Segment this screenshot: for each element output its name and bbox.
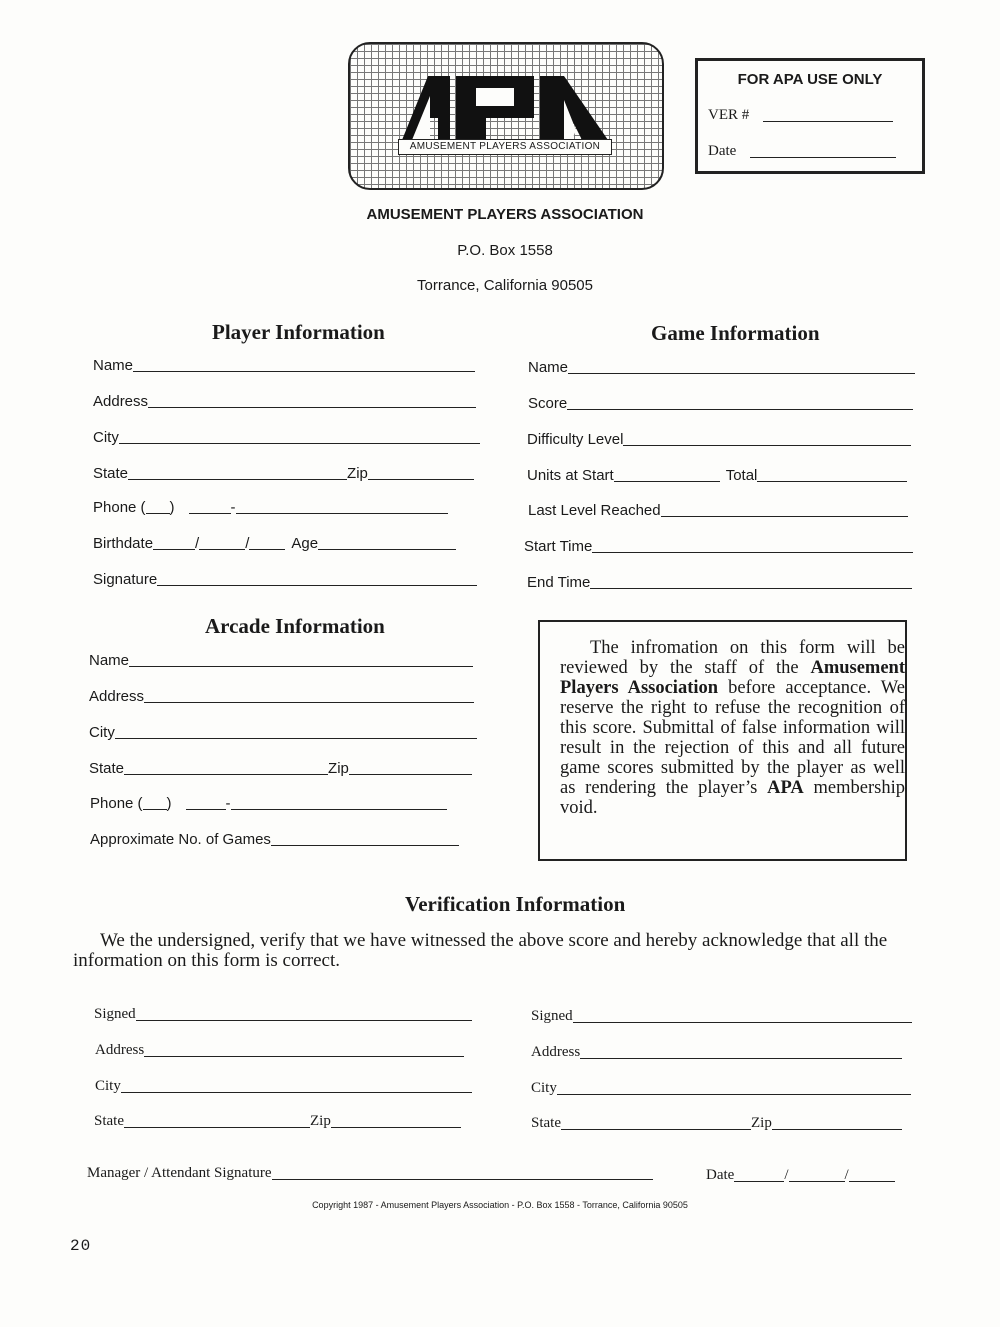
apa-use-only-box: [695, 58, 925, 174]
player-area-code-line[interactable]: [146, 512, 170, 514]
apa-logo: [348, 42, 664, 190]
game-end-time-line[interactable]: [590, 587, 912, 589]
verification-text: We the undersigned, verify that we have witnessed the above score and hereby acknowledge that all the information on this form is correct.: [73, 930, 888, 971]
logo-caption: AMUSEMENT PLAYERS ASSOCIATION: [398, 139, 612, 155]
witness2-state-label: State: [531, 1115, 561, 1131]
player-birthdate-field[interactable]: [93, 535, 456, 552]
player-address-line[interactable]: [148, 406, 476, 408]
arcade-state-line[interactable]: [124, 773, 328, 775]
witness1-zip-line[interactable]: [331, 1126, 461, 1128]
game-total-line[interactable]: [757, 480, 907, 482]
game-end-time-field[interactable]: [527, 574, 912, 591]
arcade-name-label: Name: [89, 652, 130, 669]
player-signature-field[interactable]: [93, 571, 477, 588]
manager-date-label: Date: [706, 1167, 735, 1183]
arcade-address-line[interactable]: [144, 701, 474, 703]
manager-date-field[interactable]: [706, 1167, 895, 1184]
manager-date-slash-2: /: [844, 1167, 849, 1183]
witness2-signed-label: Signed: [531, 1008, 573, 1024]
notice-text-1: The infromation on this form will be reviewed by the staff of the: [560, 638, 905, 678]
witness2-signed-line[interactable]: [573, 1021, 912, 1023]
game-difficulty-label: Difficulty Level: [527, 431, 624, 448]
page-number: 20: [70, 1237, 92, 1255]
player-name-label: Name: [93, 357, 134, 374]
game-start-time-line[interactable]: [592, 551, 913, 553]
witness1-address-field[interactable]: [95, 1042, 464, 1059]
player-city-line[interactable]: [119, 442, 480, 444]
arcade-city-label: City: [89, 724, 115, 741]
game-name-field[interactable]: [528, 359, 915, 376]
manager-date-day-line[interactable]: [789, 1180, 845, 1182]
manager-signature-line[interactable]: [272, 1178, 653, 1180]
verification-title: Verification Information: [405, 892, 626, 916]
copyright-text: Copyright 1987 - Amusement Players Association - P.O. Box 1558 - Torrance, California 90505: [312, 1200, 688, 1210]
arcade-city-field[interactable]: [89, 724, 477, 741]
game-info-title: Game Information: [651, 321, 820, 345]
game-name-label: Name: [528, 359, 569, 376]
notice-text-3: membership void.: [560, 778, 905, 818]
player-zip-line[interactable]: [368, 478, 474, 480]
game-last-level-label: Last Level Reached: [528, 502, 661, 519]
witness1-state-field[interactable]: [94, 1113, 461, 1130]
birth-month-line[interactable]: [153, 548, 195, 550]
apa-letters-graphic: [350, 44, 662, 188]
arcade-state-field[interactable]: [89, 760, 472, 777]
apa-use-title: FOR APA USE ONLY: [737, 71, 883, 88]
apa-date-label: Date: [708, 143, 737, 159]
player-state-line[interactable]: [128, 478, 347, 480]
witness1-state-line[interactable]: [124, 1126, 310, 1128]
player-phone-field[interactable]: [93, 499, 448, 516]
player-age-label: Age: [291, 535, 319, 552]
witness1-signed-line[interactable]: [136, 1019, 472, 1021]
game-difficulty-field[interactable]: [527, 431, 911, 448]
witness1-city-line[interactable]: [121, 1091, 472, 1093]
game-last-level-line[interactable]: [661, 515, 908, 517]
game-start-time-label: Start Time: [524, 538, 593, 555]
po-box: P.O. Box 1558: [457, 242, 553, 259]
player-name-line[interactable]: [133, 370, 475, 372]
witness1-address-line[interactable]: [144, 1055, 464, 1057]
game-units-field[interactable]: [527, 467, 907, 484]
player-signature-line[interactable]: [157, 584, 477, 586]
player-city-label: City: [93, 429, 119, 446]
player-info-title: Player Information: [212, 320, 385, 344]
player-signature-label: Signature: [93, 571, 158, 588]
arcade-phone-prefix-line[interactable]: [186, 808, 226, 810]
witness2-zip-label: Zip: [751, 1115, 772, 1131]
notice-text-2: before acceptance. We reserve the right to refuse the recognition of this score. Submittal of false information will result in the rejection of this and all future game scores submitted by the player as well as rendering the player’s: [560, 678, 905, 798]
manager-signature-field[interactable]: [87, 1165, 653, 1182]
player-address-field[interactable]: [93, 393, 476, 410]
arcade-phone-dash: -: [225, 795, 231, 812]
witness2-state-field[interactable]: [531, 1115, 902, 1132]
witness2-address-line[interactable]: [580, 1057, 902, 1059]
arcade-name-field[interactable]: [89, 652, 473, 669]
witness2-city-line[interactable]: [557, 1093, 911, 1095]
game-units-label: Units at Start: [527, 467, 614, 484]
ver-label: VER #: [708, 107, 750, 123]
witness1-signed-label: Signed: [94, 1006, 136, 1022]
org-name: AMUSEMENT PLAYERS ASSOCIATION: [366, 206, 644, 223]
arcade-games-label: Approximate No. of Games: [90, 831, 271, 848]
witness2-signed-field[interactable]: [531, 1008, 912, 1025]
player-age-line[interactable]: [318, 548, 456, 550]
player-name-field[interactable]: [93, 357, 475, 374]
witness2-state-line[interactable]: [561, 1128, 751, 1130]
arcade-games-field[interactable]: [90, 831, 459, 848]
player-phone-paren: ): [169, 499, 175, 516]
verification-statement: [73, 931, 953, 971]
ver-field[interactable]: [708, 107, 898, 124]
arcade-address-label: Address: [89, 688, 145, 705]
game-start-time-field[interactable]: [524, 538, 913, 555]
notice-box: [538, 620, 907, 861]
witness1-signed-field[interactable]: [94, 1006, 472, 1023]
witness1-city-field[interactable]: [95, 1078, 472, 1095]
witness2-city-label: City: [531, 1080, 557, 1096]
manager-date-month-line[interactable]: [734, 1180, 784, 1182]
game-score-label: Score: [528, 395, 568, 412]
arcade-address-field[interactable]: [89, 688, 474, 705]
game-units-line[interactable]: [614, 480, 720, 482]
apa-date-field[interactable]: [708, 143, 908, 160]
witness2-address-label: Address: [531, 1044, 581, 1060]
witness2-address-field[interactable]: [531, 1044, 902, 1061]
arcade-phone-number-line[interactable]: [231, 808, 447, 810]
arcade-name-line[interactable]: [129, 665, 473, 667]
player-zip-label: Zip: [347, 465, 368, 482]
arcade-zip-label: Zip: [328, 760, 349, 777]
birth-day-line[interactable]: [199, 548, 245, 550]
witness1-zip-label: Zip: [310, 1113, 331, 1129]
apa-date-line[interactable]: [750, 156, 896, 158]
ver-line[interactable]: [763, 120, 893, 122]
game-name-line[interactable]: [568, 372, 915, 374]
player-phone-prefix-line[interactable]: [189, 512, 231, 514]
player-state-label: State: [93, 465, 129, 482]
arcade-state-label: State: [89, 760, 125, 777]
game-last-level-field[interactable]: [528, 502, 908, 519]
witness1-city-label: City: [95, 1078, 121, 1094]
arcade-info-title: Arcade Information: [205, 614, 385, 638]
player-address-label: Address: [93, 393, 149, 410]
player-phone-label: Phone (: [93, 499, 146, 516]
witness1-state-label: State: [94, 1113, 124, 1129]
player-birthdate-label: Birthdate: [93, 535, 154, 552]
game-difficulty-line[interactable]: [623, 444, 911, 446]
manager-signature-label: Manager / Attendant Signature: [87, 1165, 272, 1181]
witness2-zip-line[interactable]: [772, 1128, 902, 1130]
arcade-phone-label: Phone (: [90, 795, 143, 812]
birth-slash-2: /: [245, 535, 250, 552]
notice-bold-org: Amusement Players Association: [560, 658, 905, 698]
player-city-field[interactable]: [93, 429, 480, 446]
manager-date-year-line[interactable]: [849, 1180, 895, 1182]
witness2-city-field[interactable]: [531, 1080, 911, 1097]
notice-bold-apa: APA: [767, 778, 804, 798]
arcade-zip-line[interactable]: [349, 773, 472, 775]
player-phone-number-line[interactable]: [236, 512, 448, 514]
arcade-phone-field[interactable]: [90, 795, 447, 812]
arcade-phone-paren: ): [166, 795, 172, 812]
arcade-games-line[interactable]: [271, 844, 459, 846]
arcade-city-line[interactable]: [115, 737, 477, 739]
game-score-line[interactable]: [567, 408, 913, 410]
org-city: Torrance, California 90505: [417, 277, 593, 294]
birth-slash-1: /: [195, 535, 200, 552]
game-end-time-label: End Time: [527, 574, 591, 591]
player-state-field[interactable]: [93, 465, 474, 482]
manager-date-slash-1: /: [784, 1167, 789, 1183]
arcade-area-code-line[interactable]: [143, 808, 167, 810]
game-score-field[interactable]: [528, 395, 913, 412]
witness1-address-label: Address: [95, 1042, 145, 1058]
birth-year-line[interactable]: [249, 548, 285, 550]
player-phone-dash: -: [230, 499, 236, 516]
game-total-label: Total: [725, 467, 758, 484]
